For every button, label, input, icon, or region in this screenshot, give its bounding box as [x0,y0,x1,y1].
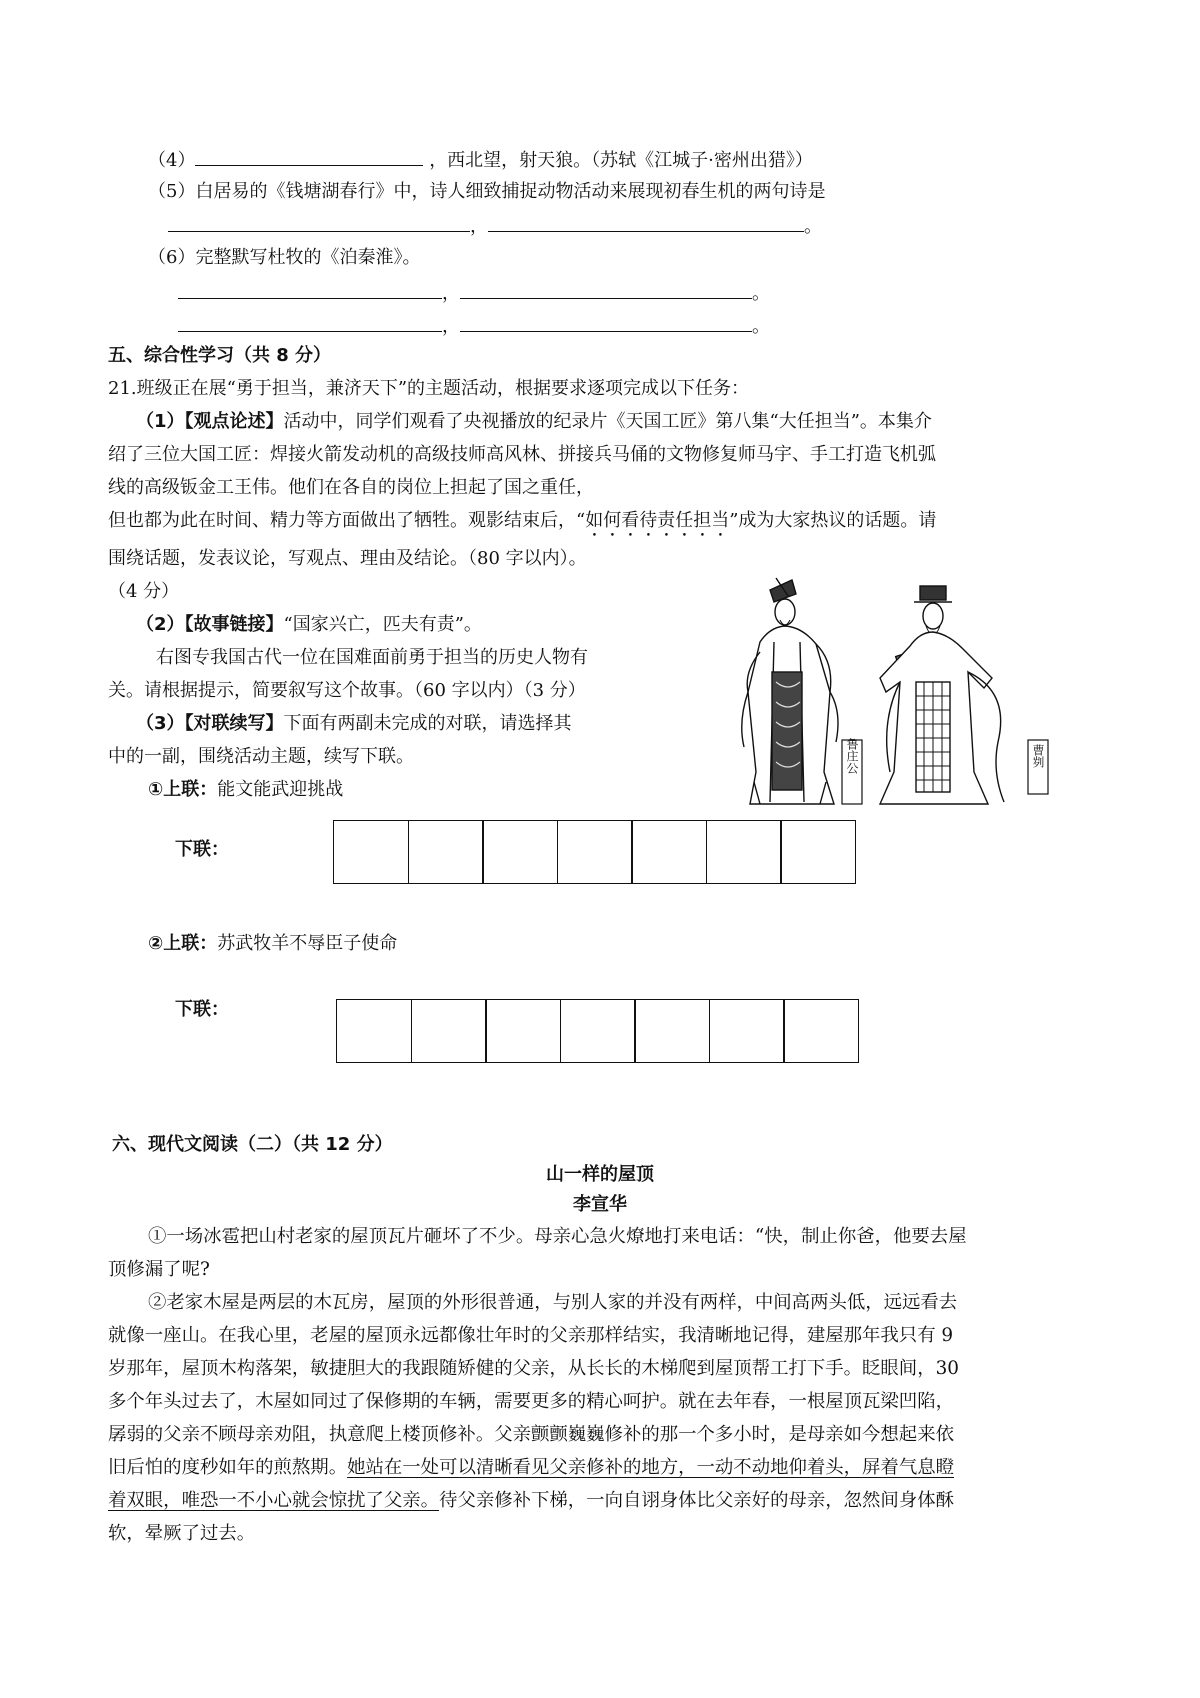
article-p2-line8: 软，晕厥了过去。 [108,1523,256,1544]
underlined-sentence-cont: 着双眼，唯恐一不小心就会惊扰了父亲。 [108,1490,440,1511]
q6-line1: （6）完整默写杜牧的《泊秦淮》。 [148,247,421,268]
illus-tag-left: 鲁庄公 [845,738,859,774]
article-p2-line3: 岁那年，屋顶木构落架，敏捷胆大的我跟随矫健的父亲，从长长的木梯爬到屋顶帮工打下手。眨眼间，30 [108,1358,959,1379]
p2-tag: 【故事链接】 [184,614,284,635]
couplet2-upper [148,932,397,956]
p1-text: 活动中，同学们观看了央视播放的纪录片《天国工匠》第八集“大任担当”。本集介 [283,411,932,432]
answer-cell[interactable] [333,820,409,884]
article-p1-line1: ①一场冰雹把山村老家的屋顶瓦片砸坏了不少。母亲心急火燎地打来电话：“快，制止你爸，他要去屋 [148,1226,967,1247]
figure-right [880,586,1004,804]
p1-line4-b: ”成为大家热议的话题。请 [729,510,937,531]
answer-cell[interactable] [411,999,487,1063]
illus-tag-right: 曹刿 [1031,744,1045,768]
q6-blank-1[interactable] [178,280,442,299]
couplet1-answer-grid [333,820,856,884]
figure-left [742,578,838,804]
p1-score: （4 分） [108,581,180,602]
p1-tag: 【观点论述】 [184,411,284,432]
q21-prompt: 21.班级正在展“勇于担当，兼济天下”的主题活动，根据要求逐项完成以下任务： [108,378,750,399]
p3-number: （3） [136,713,185,734]
p3-text: 下面有两副未完成的对联，请选择其 [283,713,572,734]
article-p2-line5: 孱弱的父亲不顾母亲劝阻，执意爬上楼顶修补。父亲颤颤巍巍修补的那一个多小时，是母亲如今想起来依 [108,1424,954,1445]
answer-cell[interactable] [709,999,785,1063]
q6-blank-3[interactable] [178,313,442,332]
line7-b: 待父亲修补下梯，一向自诩身体比父亲好的母亲，忽然间身体酥 [439,1490,954,1511]
q5-line1: （5）白居易的《钱塘湖春行》中，诗人细致捕捉动物活动来展现初春生机的两句诗是 [148,181,826,202]
q5-line2 [168,213,822,239]
article-p2-line7 [108,1489,954,1513]
p1-line5: 围绕话题，发表议论，写观点、理由及结论。（80 字以内）。 [108,548,587,569]
article-p2-line4: 多个年头过去了，木屋如同过了保修期的车辆，需要更多的精心呵护。就在去年春，一根屋顶瓦梁凹陷， [108,1391,954,1412]
article-p1-line2: 顶修漏了呢? [108,1259,210,1280]
p2-line2: 关。请根据提示，简要叙写这个故事。（60 字以内）（3 分） [108,680,586,701]
couplet1-text: 能文能武迎挑战 [217,779,344,800]
answer-cell[interactable] [706,820,782,884]
p3-line2: 中的一副，围绕活动主题，续写下联。 [108,746,414,767]
q6-line3 [178,313,770,339]
p3-tag: 【对联续写】 [184,713,284,734]
article-author: 李宣华 [573,1194,627,1215]
article-title: 山一样的屋顶 [546,1164,654,1185]
answer-cell[interactable] [408,820,484,884]
period: 。 [804,216,822,237]
answer-cell[interactable] [631,820,707,884]
comma: ， [442,283,460,304]
p1-line4-a: 但也都为此在时间、精力等方面做出了牺牲。观影结束后，“ [108,510,586,531]
p1-line1 [136,410,932,434]
q4-blank[interactable] [195,147,423,166]
q4-line [148,147,813,173]
answer-cell[interactable] [485,999,561,1063]
section5-title: 五、综合性学习（共 8 分） [108,345,332,366]
answer-cell[interactable] [560,999,636,1063]
underlined-sentence: 她站在一处可以清晰看见父亲修补的地方，一动不动地仰着头，屏着气息瞪 [347,1457,954,1478]
p1-line4 [108,509,936,541]
answer-cell[interactable] [634,999,710,1063]
couplet1-upper [148,778,343,802]
article-p2-line2: 就像一座山。在我心里，老屋的屋顶永远都像壮年时的父亲那样结实，我清晰地记得，建屋那年我只有 9 [108,1325,954,1346]
q6-blank-2[interactable] [460,280,752,299]
period: 。 [752,316,770,337]
q4-tail: ，西北望，射天狼。（苏轼《江城子·密州出猎》） [429,150,813,171]
q4-number: （4） [148,150,196,171]
p1-number: （1） [136,411,185,432]
comma: ， [442,316,460,337]
p1-line3: 线的高级钣金工王伟。他们在各自的岗位上担起了国之重任， [108,477,594,498]
couplet2-text: 苏武牧羊不辱臣子使命 [217,933,398,954]
p3-line1 [136,712,572,736]
p1-emphasis: 如何看待责任担当 [585,510,730,531]
period: 。 [752,283,770,304]
q6-line2 [178,280,770,306]
answer-cell[interactable] [482,820,558,884]
answer-cell[interactable] [336,999,412,1063]
article-p2-line1: ②老家木屋是两层的木瓦房，屋顶的外形很普通，与别人家的并没有两样，中间高两头低，远远看去 [148,1292,958,1313]
p2-number: （2） [136,614,185,635]
comma: ， [470,216,488,237]
couplet1-label: ①上联： [148,779,218,800]
answer-cell[interactable] [780,820,856,884]
couplet1-lower-label: 下联： [175,839,229,860]
couplet2-label: ②上联： [148,933,218,954]
p2-line0 [136,613,482,637]
couplet2-lower-label: 下联： [175,999,229,1020]
p2-line1: 右图专我国古代一位在国难面前勇于担当的历史人物有 [156,647,588,668]
p2-quote: “国家兴亡，匹夫有责”。 [283,614,482,635]
article-p2-line6 [108,1456,954,1480]
line6-a: 旧后怕的度秒如年的煎熬期。 [108,1457,348,1478]
answer-cell[interactable] [557,820,633,884]
q6-blank-4[interactable] [460,313,752,332]
couplet2-answer-grid [336,999,859,1063]
p1-line2: 绍了三位大国工匠：焊接火箭发动机的高级技师高风林、拼接兵马俑的文物修复师马宇、手工打造飞机弧 [108,444,936,465]
q5-blank-2[interactable] [488,213,804,232]
historical-figures-illustration [730,572,1075,810]
q5-blank-1[interactable] [168,213,470,232]
answer-cell[interactable] [783,999,859,1063]
section6-title: 六、现代文阅读（二）（共 12 分） [112,1134,393,1155]
